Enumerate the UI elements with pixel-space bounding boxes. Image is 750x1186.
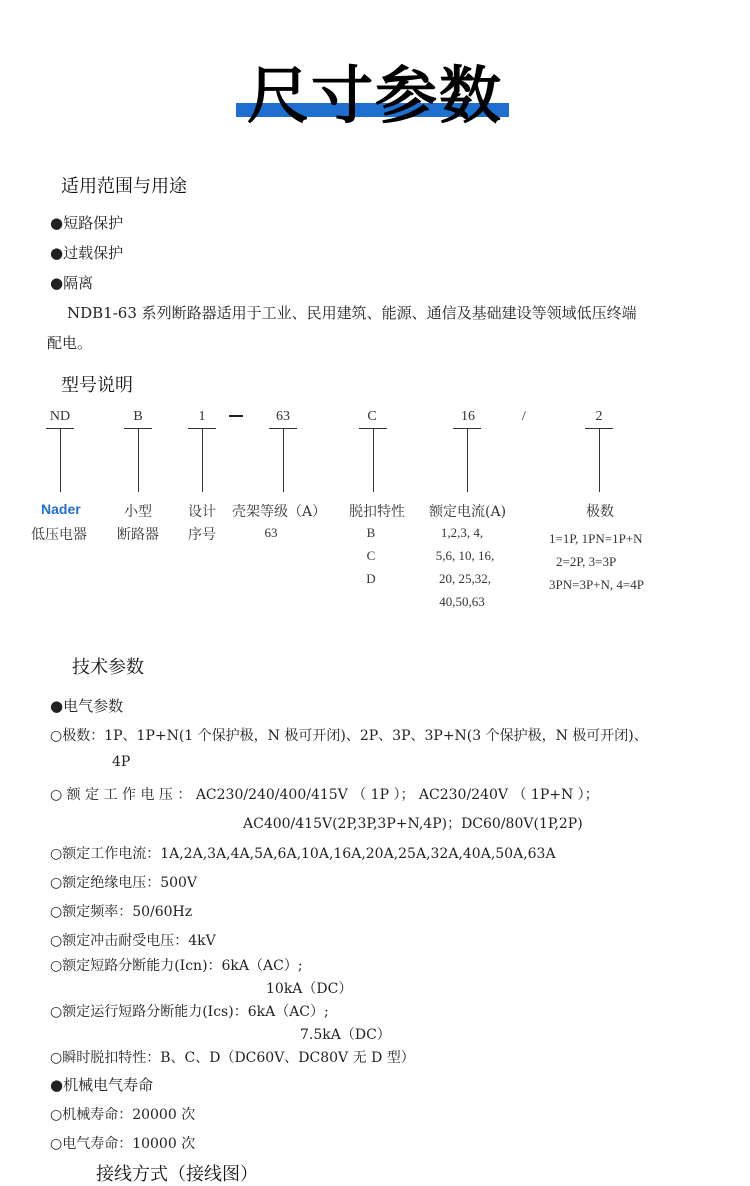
- frame-label: 壳架等级（A）: [232, 504, 327, 520]
- bullet-isolation: ●隔离: [50, 274, 94, 292]
- pole-values-2: 2=2P, 3=3P: [556, 554, 617, 569]
- model-heading: 型号说明: [61, 375, 133, 396]
- rated-current-line: ○额定工作电流：1A,2A,3A,4A,5A,6A,10A,16A,20A,25A,32A,40A,50A,63A: [50, 846, 556, 862]
- rated-values-2: 5,6, 10, 16,: [435, 548, 495, 563]
- pole-values-3: 3PN=3P+N, 4=4P: [549, 577, 644, 592]
- connector-2: [599, 428, 600, 492]
- scope-heading: 适用范围与用途: [61, 176, 187, 197]
- rated-current-label: 额定电流(A): [429, 504, 507, 520]
- code-16: 16: [461, 409, 475, 424]
- poles-label: 极数: [586, 504, 614, 520]
- code-slash: /: [522, 409, 526, 424]
- frame-value: 63: [264, 525, 278, 540]
- small-type-label-2: 断路器: [117, 527, 159, 543]
- ics-line1: ○额定运行短路分断能力(Ics)：6kA（AC）;: [50, 1004, 329, 1020]
- impulse-voltage-line: ○额定冲击耐受电压：4kV: [50, 933, 216, 949]
- design-no-label-2: 序号: [188, 527, 216, 543]
- wiring-heading: 接线方式（接线图）: [96, 1164, 258, 1185]
- design-no-label-1: 设计: [188, 504, 216, 520]
- electrical-params-heading: ●电气参数: [50, 697, 124, 715]
- pole-values-1: 1=1P, 1PN=1P+N: [549, 531, 643, 546]
- scope-description-line2: 配电。: [47, 334, 93, 352]
- trip-value-c: C: [366, 548, 376, 563]
- voltage-line2: AC400/415V(2P,3P,3P+N,4P)；DC60/80V(1P,2P): [243, 816, 583, 832]
- code-1: 1: [198, 409, 206, 424]
- mechanical-life-line: ○机械寿命：20000 次: [50, 1107, 196, 1123]
- poles-line1: ○极数：1P、1P+N(1 个保护极，N 极可开闭)、2P、3P、3P+N(3 个保护极，N 极可开闭)、: [50, 728, 648, 744]
- rated-values-3: 20, 25,32,: [439, 571, 491, 586]
- brand-sub-label: 低压电器: [31, 527, 87, 543]
- bullet-short-circuit: ●短路保护: [50, 214, 124, 232]
- bullet-overload: ●过载保护: [50, 244, 124, 262]
- code-63: 63: [276, 409, 290, 424]
- rated-values-4: 40,50,63: [439, 594, 485, 609]
- connector-63: [283, 428, 284, 492]
- electrical-life-line: ○电气寿命：10000 次: [50, 1136, 196, 1152]
- poles-line2: 4P: [112, 754, 131, 770]
- icn-line1: ○额定短路分断能力(Icn)：6kA（AC）;: [50, 958, 303, 974]
- brand-logo-nader: Nader: [41, 501, 81, 517]
- rated-values-1: 1,2,3, 4,: [440, 525, 484, 540]
- code-c: C: [367, 409, 377, 424]
- page-title: 尺寸参数: [246, 59, 503, 132]
- life-heading: ●机械电气寿命: [50, 1076, 154, 1094]
- connector-c: [373, 428, 374, 492]
- connector-1: [202, 428, 203, 492]
- code-nd: ND: [49, 409, 71, 424]
- insulation-voltage-line: ○额定绝缘电压：500V: [50, 875, 198, 891]
- icn-line2: 10kA（DC）: [266, 981, 353, 997]
- code-2: 2: [595, 409, 603, 424]
- small-type-label-1: 小型: [124, 504, 152, 520]
- code-b: B: [133, 409, 143, 424]
- code-dash: [229, 415, 243, 417]
- connector-nd: [60, 428, 61, 492]
- trip-value-b: B: [366, 525, 376, 540]
- ics-line2: 7.5kA（DC）: [300, 1027, 391, 1043]
- trip-label: 脱扣特性: [349, 504, 405, 520]
- voltage-line1: ○ 额 定 工 作 电 压 ： AC230/240/400/415V （ 1P ）； AC230/240V （ 1P+N ）；: [50, 787, 599, 803]
- connector-16: [467, 428, 468, 492]
- instant-trip-line: ○瞬时脱扣特性：B、C、D（DC60V、DC80V 无 D 型）: [50, 1050, 415, 1066]
- trip-value-d: D: [366, 571, 376, 586]
- tech-heading: 技术参数: [72, 657, 144, 678]
- connector-b: [138, 428, 139, 492]
- scope-description-line1: NDB1-63 系列断路器适用于工业、民用建筑、能源、通信及基础建设等领域低压终端: [67, 304, 637, 322]
- frequency-line: ○额定频率：50/60Hz: [50, 904, 193, 920]
